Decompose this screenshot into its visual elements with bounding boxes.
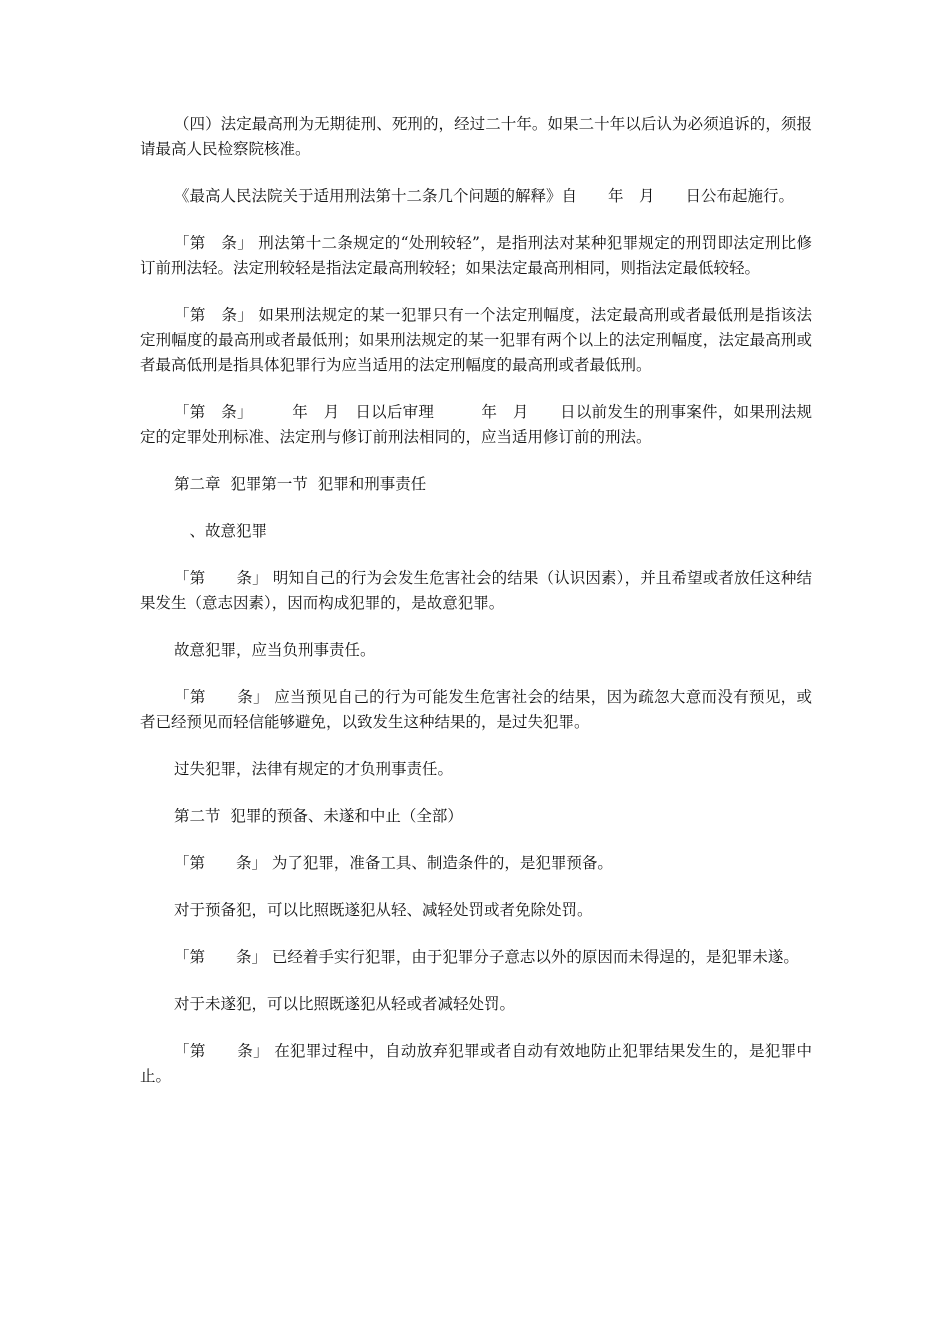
section-heading-intentional-crime: 、故意犯罪 <box>174 522 268 540</box>
paragraph-negligent-crime-liability: 过失犯罪，法律有规定的才负刑事责任。 <box>174 760 454 778</box>
paragraph-statutory-range: 「第 条」 如果刑法规定的某一犯罪只有一个法定刑幅度，法定最高刑或者最低刑是指该法定刑幅度的最高刑或者最低刑；如果刑法规定的某一犯罪有两个以上的法定刑幅度，法定最高刑或者最高低刑是指具体犯罪行为应当适用的法定刑幅度的最高刑或者最低刑。 <box>140 306 812 374</box>
paragraph-attempt-punishment: 对于未遂犯，可以比照既遂犯从轻或者减轻处罚。 <box>174 995 516 1013</box>
paragraph-discontinuation-definition: 「第 条」 在犯罪过程中，自动放弃犯罪或者自动有效地防止犯罪结果发生的，是犯罪中止。 <box>140 1042 812 1085</box>
paragraph-intentional-crime-definition: 「第 条」 明知自己的行为会发生危害社会的结果（认识因素），并且希望或者放任这种结果发生（意志因素），因而构成犯罪的，是故意犯罪。 <box>140 569 812 612</box>
chapter-heading: 第二章 犯罪第一节 犯罪和刑事责任 <box>174 475 427 493</box>
paragraph-intentional-crime-liability: 故意犯罪，应当负刑事责任。 <box>174 641 376 659</box>
paragraph-interpretation-effective: 《最高人民法院关于适用刑法第十二条几个问题的解释》自 年 月 日公布起施行。 <box>174 187 795 205</box>
paragraph-preparation-punishment: 对于预备犯，可以比照既遂犯从轻、减轻处罚或者免除处罚。 <box>174 901 593 919</box>
paragraph-attempt-definition: 「第 条」 已经着手实行犯罪，由于犯罪分子意志以外的原因而未得逞的，是犯罪未遂。 <box>174 948 799 966</box>
paragraph-preparation-definition: 「第 条」 为了犯罪，准备工具、制造条件的，是犯罪预备。 <box>174 854 613 872</box>
section-heading-preparation-attempt: 第二节 犯罪的预备、未遂和中止（全部） <box>174 807 463 825</box>
paragraph-lighter-punishment: 「第 条」 刑法第十二条规定的“处刑较轻”，是指刑法对某种犯罪规定的刑罚即法定刑比修订前刑法轻。法定刑较轻是指法定最高刑较轻；如果法定最高刑相同，则指法定最低较轻。 <box>140 234 812 277</box>
document-page <box>140 112 812 1111</box>
paragraph-article-clause-4: （四）法定最高刑为无期徒刑、死刑的，经过二十年。如果二十年以后认为必须追诉的，须报请最高人民检察院核准。 <box>140 115 812 158</box>
paragraph-negligent-crime-definition: 「第 条」 应当预见自己的行为可能发生危害社会的结果，因为疏忽大意而没有预见，或者已经预见而轻信能够避免，以致发生这种结果的，是过失犯罪。 <box>140 688 812 731</box>
paragraph-pending-cases: 「第 条」 年 月 日以后审理 年 月 日以前发生的刑事案件，如果刑法规定的定罪处刑标准、法定刑与修订前刑法相同的，应当适用修订前的刑法。 <box>140 403 812 446</box>
